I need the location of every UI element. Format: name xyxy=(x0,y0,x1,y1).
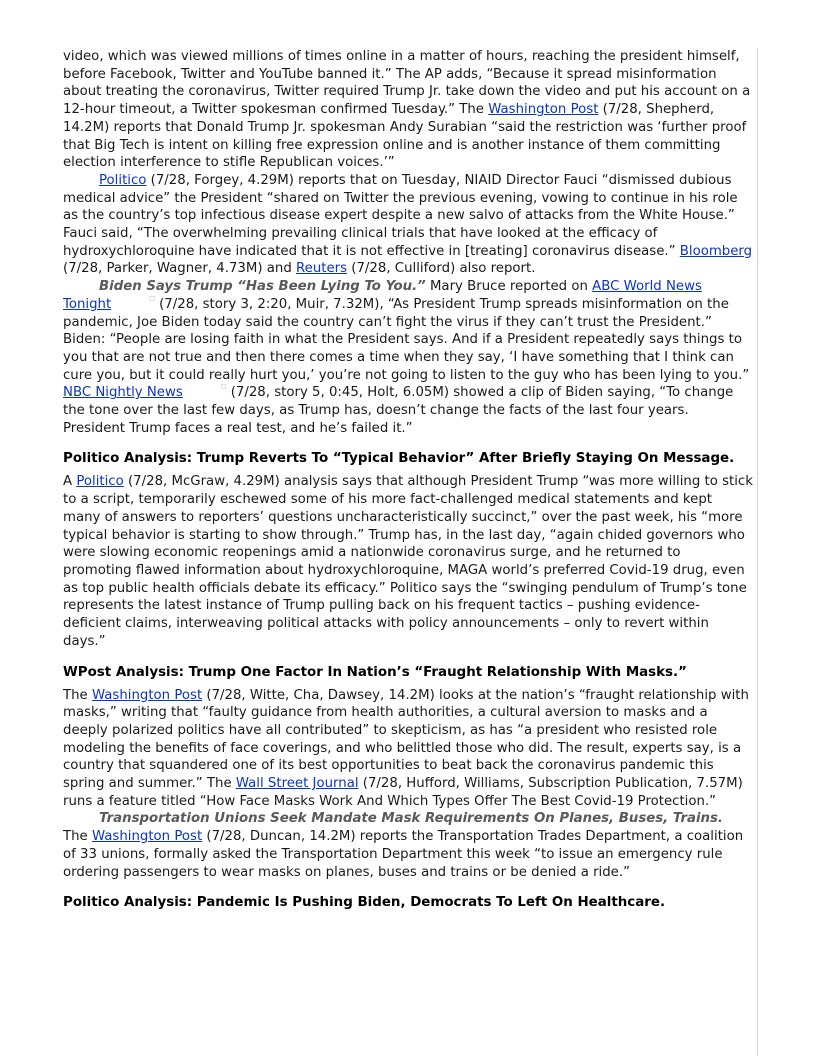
link-reuters[interactable]: Reuters xyxy=(296,261,348,277)
paragraph-trump-jr-video: video, which was viewed millions of times online in a matter of hours, reaching the president himself, before Facebook, Twitter and YouTube banned it.” The AP adds, “Because it spread misinformation about treating the coronavirus, Twitter required Trump Jr. take down the video and put his account on a 12-hour timeout, a Twitter spokesman confirmed Tuesday.” The Washington Post (7/28, Shepherd, 14.2M) reports that Donald Trump Jr. spokesman Andy Surabian “said the restriction was ‘further proof that Big Tech is intent on killing free expression online and is another instance of them committing election interference to stifle Republican voices.’” xyxy=(63,49,751,171)
link-nbc-nightly-news[interactable]: NBC Nightly News xyxy=(63,385,183,401)
link-politico[interactable]: Politico xyxy=(76,474,124,490)
paragraph-biden-lying: Biden Says Trump “Has Been Lying To You.” Mary Bruce reported on ABC World News Tonight □ (7/28, story 3, 2:20, Muir, 7.32M), “As President Trump spreads misinformation on the pandemic, Joe Biden today said the country can’t fight the virus if they can’t trust the President.” Biden: “People are losing faith in what the President says. And if a President repeatedly says things to you that are not true and then there comes a time when they say, ‘I have something that I think can cure you, but it could really hurt you,’ you’re not going to listen to the guy who has been lying to you.” NBC Nightly News □ (7/28, story 5, 0:45, Holt, 6.05M) showed a clip of Biden saying, “To change the tone over the last few days, as Trump has, doesn’t change the facts of the last four years. President Trump faces a real test, and he’s failed it.” xyxy=(63,279,750,436)
link-politico[interactable]: Politico xyxy=(99,172,147,188)
link-washington-post[interactable]: Washington Post xyxy=(91,829,203,845)
paragraph-fauci: Politico (7/28, Forgey, 4.29M) reports that on Tuesday, NIAID Director Fauci “dismissed dubious medical advice” the President “shared on Twitter the previous evening, vowing to continue in his role as the country’s top infectious disease expert despite a new salvo of attacks from the White House.” Fauci said, “The overwhelming prevailing clinical trials that have looked at the efficacy of hydroxychloroquine have indicated that it is not effective in [treating] coronavirus disease.” Bloomberg (7/28, Parker, Wagner, 4.73M) and Reuters (7/28, Culliford) also report. xyxy=(63,172,753,277)
link-washington-post[interactable]: Washington Post xyxy=(91,687,203,703)
heading-politico-typical-behavior: Politico Analysis: Trump Reverts To “Typical Behavior” After Briefly Staying On Message. xyxy=(63,451,735,467)
paragraph-wpost-masks: The Washington Post (7/28, Witte, Cha, Dawsey, 14.2M) looks at the nation’s “fraught relationship with masks,” writing that “faulty guidance from health authorities, a cultural aversion to masks and a deeply polarized politics have all contributed” to skepticism, as has “a president who resisted role modeling the benefits of face coverings, and who belittled those who did. The result, experts say, is a country that squandered one of its best opportunities to beat back the coronavirus pandemic this spring and summer.” The Wall Street Journal (7/28, Hufford, Williams, Subscription Publication, 7.57M) runs a feature titled “How Face Masks Work And Which Types Offer The Best Covid-19 Protection.” xyxy=(63,687,749,809)
paragraph-transportation-unions: The Washington Post (7/28, Duncan, 14.2M) reports the Transportation Trades Department, a coalition of 33 unions, formally asked the Transportation Department this week “to issue an emergency rule ordering passengers to wear masks on planes, buses and trains or be denied a ride.” xyxy=(63,829,744,880)
link-wall-street-journal[interactable]: Wall Street Journal xyxy=(235,776,359,792)
paragraph-politico-analysis: A Politico (7/28, McGraw, 4.29M) analysis says that although President Trump “was more willing to stick to a script, temporarily eschewed some of his more fact-challenged medical statements and kept many of answers to reporters’ questions uncharacteristically succinct,” over the past week, his “more typical behavior is starting to show through.” Trump has, in the last day, “again chided governors who were slowing economic reopenings amid a nationwide coronavirus surge, and he returned to promoting flawed information about hydroxychloroquine, MAGA world’s preferred Covid-19 drug, even as top public health officials debate its efficacy.” Politico says the “swinging pendulum of Trump’s tone represents the latest instance of Trump pulling back on his frequent tactics – pushing evidence-deficient claims, interweaving political attacks with policy announcements – only to revert within days.” xyxy=(63,474,753,649)
link-abc-world-news-tonight[interactable]: ABC World News Tonight xyxy=(63,279,702,312)
heading-wpost-masks: WPost Analysis: Trump One Factor In Nation’s “Fraught Relationship With Masks.” xyxy=(63,664,687,680)
article-content xyxy=(63,48,753,917)
video-marker-icon: □ xyxy=(149,294,155,302)
video-marker-icon: □ xyxy=(220,383,227,391)
heading-politico-healthcare: Politico Analysis: Pandemic Is Pushing Biden, Democrats To Left On Healthcare. xyxy=(63,895,666,911)
subheading-biden: Biden Says Trump “Has Been Lying To You.” xyxy=(99,279,426,295)
link-bloomberg[interactable]: Bloomberg xyxy=(679,243,753,259)
right-margin-rule xyxy=(757,48,758,1056)
subheading-transportation-unions: Transportation Unions Seek Mandate Mask Requirements On Planes, Buses, Trains. xyxy=(99,811,723,827)
link-washington-post[interactable]: Washington Post xyxy=(488,102,599,118)
